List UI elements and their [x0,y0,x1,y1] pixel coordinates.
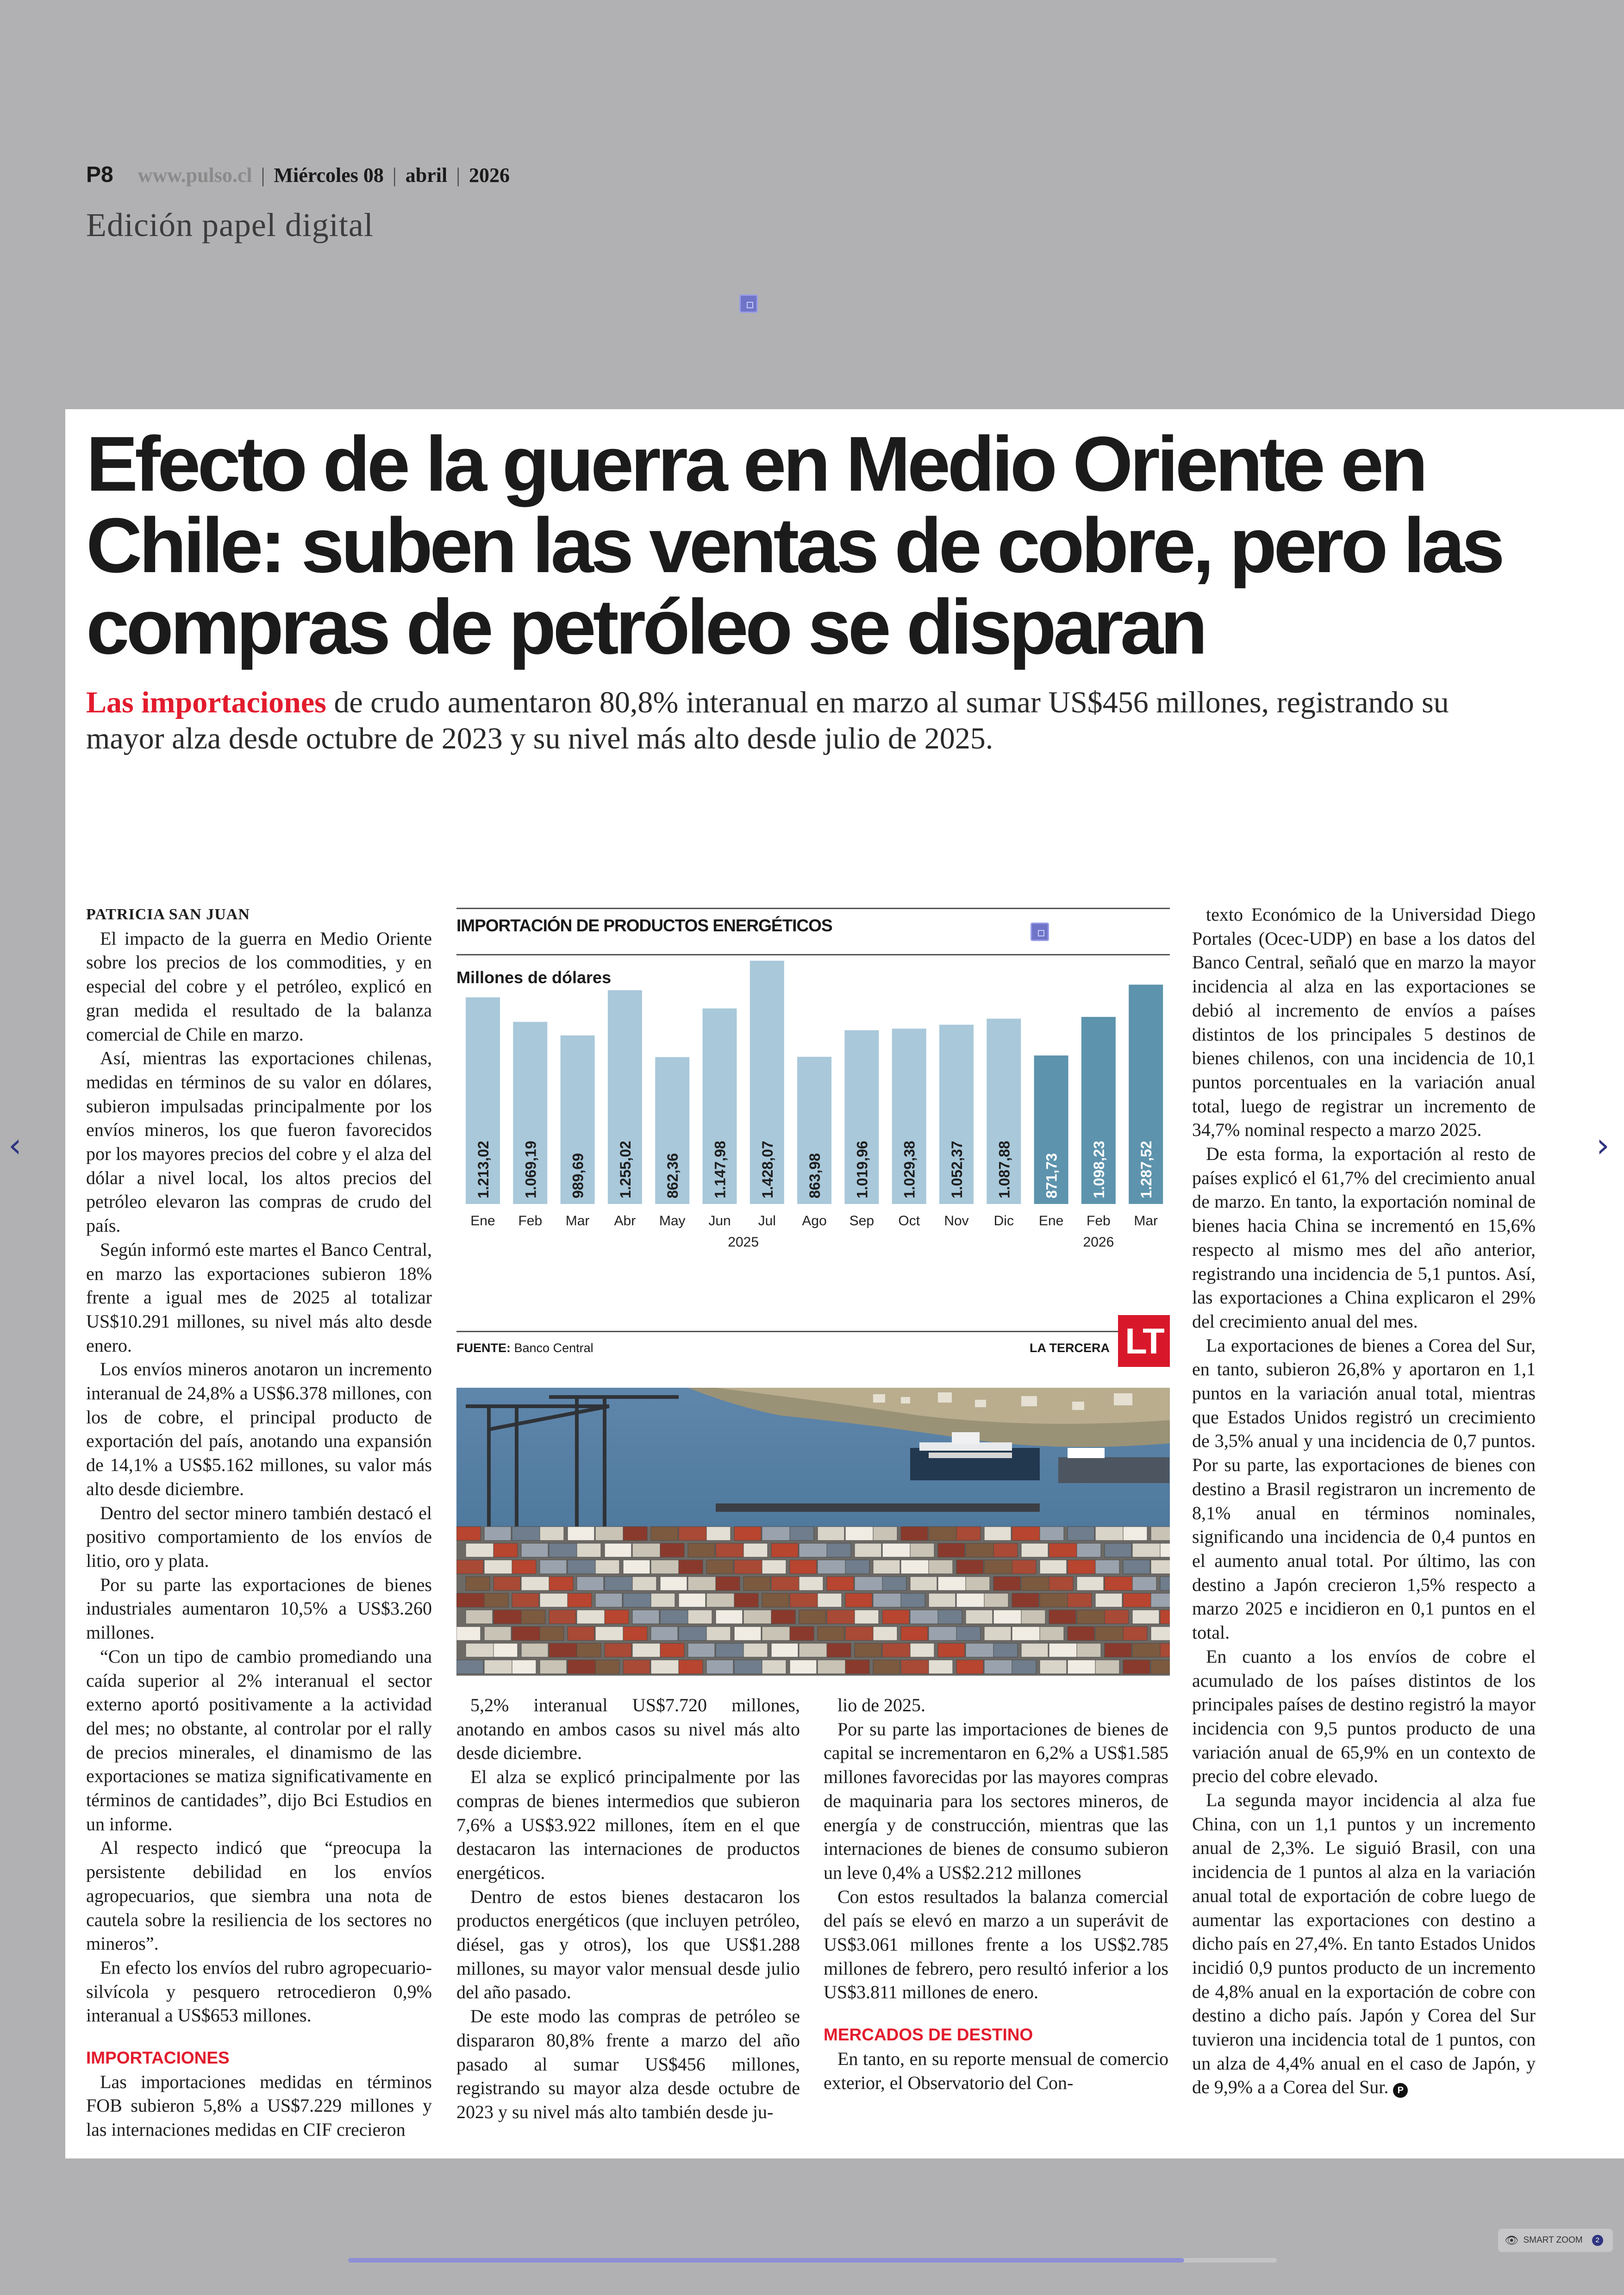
article-paragraph: Por su parte las importaciones de bienes de capital se incrementaron en 6,2% a US$1.585 millones favorecidas por las mayores compras de maquinaria para los sectores mineros, de energía y de construcción, mientras que las internaciones de bienes de consumo subieron un leve 0,4% a US$2.212 millones [824,1718,1168,1883]
newspaper-page [65,409,1624,2158]
x-tick-label: May [659,1213,686,1229]
bar-value-label: 1.287,52 [1138,1141,1155,1198]
bar-value-label: 1.087,88 [996,1141,1013,1198]
bar-value-label: 1.069,19 [522,1141,539,1198]
x-tick-label: Dic [993,1213,1014,1229]
source-name: Banco Central [514,1341,593,1355]
site-url[interactable]: www.pulso.cl [137,164,252,187]
date-day: Miércoles 08 [274,164,384,187]
bar-value-label: 871,73 [1043,1153,1060,1198]
article-paragraph: La exportaciones de bienes a Corea del Sur, en tanto, subieron 26,8% y aportaron en 1,1 puntos en la variación anual total, mientras que Estados Unidos registró un crecimiento de 3,5% anual y una incidencia de 0,7 puntos. Por su parte, las exportaciones de bienes con destino a Brasil registraron un incremento de 8,1% anual en términos nominales, significando una incidencia de 0,4 puntos en el aumento anual total. Por último, las con destino a Japón crecieron 1,5% respecto a marzo 2025 e incidieron en 0,1 puntos en el total. [1192,1335,1536,1643]
prev-page-button[interactable] [8,1126,22,1165]
page-number: P8 [86,162,113,187]
year-group-label: 2025 [728,1235,759,1250]
article-paragraph: Dentro del sector minero también destacó el positivo comportamiento de los envíos de litio, oro y plata. [86,1502,432,1571]
article-paragraph: En tanto, en su reporte mensual de comercio exterior, el Observatorio del Con- [824,2048,1168,2093]
smart-zoom-label: SMART ZOOM [1523,2235,1583,2245]
x-tick-label: Mar [1134,1213,1158,1229]
article-paragraph: Con estos resultados la balanza comercial del país se elevó en marzo a un superávit de US$3.061 millones frente a los US$2.785 millones de febrero, pero resultó inferior a los US$3.811 millones de enero. [824,1886,1168,2003]
article-paragraph: texto Económico de la Universidad Diego Portales (Ocec-UDP) en base a los datos del Banco Central, señaló que en marzo la mayor incidencia al alza en las exportaciones se debió al incremento de envíos a países distintos de los principales 5 destinos de bienes chilenos, con una incidencia de 10,1 puntos porcentuales en la variación anual total, luego de registrar un incremento de 34,7% nominal respecto a marzo 2025. [1192,904,1536,1141]
divider: | [456,164,460,187]
deck-highlight: Las importaciones [86,686,326,719]
article-paragraph: El alza se explicó principalmente por las compras de bienes intermedios que subieron 7,6% a US$3.922 millones, ítem en el que destacaron las internaciones de productos energéticos. [456,1766,800,1883]
x-tick-label: Feb [1087,1213,1111,1229]
scrollbar-thumb[interactable] [348,2258,1184,2263]
rule [456,1331,1170,1332]
article-hotspot-icon[interactable] [739,294,758,313]
article-paragraph: 5,2% interanual US$7.720 millones, anotando en ambos casos su nivel más alto desde diciembre. [456,1695,800,1764]
deck-text: de crudo aumentaron 80,8% interanual en marzo al sumar US$456 millones, registrando su mayor alza desde octubre de 2023 y su nivel más alto desde julio de 2025. [86,686,1449,755]
next-page-button[interactable] [1596,1126,1610,1165]
subhead-mercados: MERCADOS DE DESTINO [824,2025,1033,2045]
brand-name: LA TERCERA [1030,1341,1110,1355]
article-paragraph: Las importaciones medidas en términos FOB subieron 5,8% a US$7.229 millones y las internaciones medidas en CIF crecieron [86,2071,432,2140]
x-tick-label: Sep [849,1213,874,1229]
bar-value-label: 1.019,96 [854,1141,871,1198]
bar-value-label: 862,36 [664,1153,681,1198]
x-tick-label: Mar [565,1213,590,1229]
date-month: abril [405,164,448,187]
article-paragraph: Así, mientras las exportaciones chilenas, medidas en términos de su valor en dólares, subieron impulsadas principalmente por los envíos mineros, los que fueron favorecidos por los mayores precios del cobre y el alza del dólar a nivel local, los altos precios del petróleo elevaron las compras de crudo del país. [86,1048,432,1236]
article-paragraph: Los envíos mineros anotaron un incremento interanual de 24,8% a US$6.378 millones, con los de cobre, el principal producto de exportación del país, anotando una expansión de 14,1% a US$5.162 millones, su valor más alto desde diciembre. [86,1359,432,1499]
chart-plot [456,908,1170,1324]
chevron-left-icon: ‹ [8,1126,22,1165]
bar-value-label: 1.255,02 [617,1141,634,1198]
article-headline: Efecto de la guerra en Medio Oriente en Chile: suben las ventas de cobre, pero las compras de petróleo se disparan [86,420,1502,670]
chevron-right-icon: › [1596,1126,1610,1165]
article-paragraph: La segunda mayor incidencia al alza fue China, con un 1,1 puntos y un incremento anual de 2,3%. Le siguió Brasil, con una incidencia de 1 puntos al alza en la variación anual total de exportación de cobre luego de aumentar las exportaciones con destino a dicho país en 27,4%. En tanto Estados Unidos incidió 0,9 puntos producto de un incremento de 4,8% anual en la exportación de cobre con destino a dicho país. Japón y Corea del Sur tuvieron una incidencia total de 1 puntos, con un alza de 4,4% anual en el caso de Japón, y de 9,9% a a Corea del Sur. P [1192,1790,1536,2098]
page-header [86,162,510,187]
bar-value-label: 1.428,07 [759,1141,776,1198]
article-paragraph: Dentro de estos bienes destacaron los productos energéticos (que incluyen petróleo, diésel, gas y otros), los que US$1.288 millones, su mayor valor mensual desde julio del año pasado. [456,1886,800,2003]
bar-value-label: 1.098,23 [1090,1141,1107,1198]
bar-value-label: 989,69 [569,1153,587,1198]
la-tercera-logo: LT [1118,1315,1170,1367]
article-column-4 [1192,903,1536,2099]
x-tick-label: Oct [898,1213,920,1229]
bar-value-label: 863,98 [806,1153,824,1198]
x-tick-label: Nov [944,1213,969,1229]
divider: | [261,164,265,187]
article-paragraph: De esta forma, la exportación al resto de países explicó el 61,7% del crecimiento anual de marzo. En tanto, la exportación nominal de bienes hacia China se incrementó en 15,6% respecto al mismo mes del año anterior, registrando una incidencia de 5,1 puntos. Así, las exportaciones a China explicaron el 29% del crecimiento anual del mes. [1192,1143,1536,1332]
eye-icon: 👁 [1505,2234,1519,2247]
bar-value-label: 1.029,38 [901,1141,918,1198]
byline: PATRICIA SAN JUAN [86,906,250,923]
article-column-3 [824,1693,1168,2095]
x-tick-label: Abr [614,1213,636,1229]
year-group-label: 2026 [1083,1235,1114,1250]
chart-source [456,1341,593,1355]
article-paragraph: De este modo las compras de petróleo se dispararon 80,8% frente a marzo del año pasado al sumar US$456 millones, registrando su mayor alza desde octubre de 2023 y su nivel más alto también desde ju- [456,2006,800,2122]
article-deck [86,685,1475,757]
article-column-1 [86,903,432,2142]
smart-zoom-button[interactable] [1498,2229,1613,2252]
port-containers-photo [456,1388,1170,1676]
article-paragraph: “Con un tipo de cambio promediando una caída superior al 2% interanual el sector externo aportó positivamente a la actividad del mes; no obstante, al controlar por el rally de precios minerales, el dinamismo de las exportaciones se matiza significativamente en términos de cantidades”, dijo Bci Estudios en un informe. [86,1646,432,1834]
end-of-article-icon: P [1393,2083,1408,2098]
date-year: 2026 [469,164,510,187]
bar-value-label: 1.147,98 [712,1141,729,1198]
article-paragraph: Por su parte las exportaciones de bienes industriales aumentaron 10,5% a US$3.260 millones. [86,1574,432,1643]
article-paragraph: lio de 2025. [837,1695,925,1715]
bar-value-label: 1.052,37 [949,1141,965,1198]
divider: | [392,164,397,187]
subhead-importaciones: IMPORTACIONES [86,2048,230,2068]
x-tick-label: Ene [1038,1213,1064,1229]
edition-label: Edición papel digital [86,206,374,243]
article-paragraph: En cuanto a los envíos de cobre el acumulado de los países distintos de los principales países de destino registró la mayor incidencia con 9,5 puntos producto de una variación anual de 65,9% en un contexto de precio del cobre elevado. [1192,1646,1536,1787]
article-paragraph: El impacto de la guerra en Medio Oriente sobre los precios de los commodities, y en especial del cobre y el petróleo, explicó en gran medida el resultado de la balanza comercial de Chile en marzo. [86,928,432,1045]
x-tick-label: Jul [758,1213,776,1229]
x-tick-label: Ene [470,1213,495,1229]
chart-title: IMPORTACIÓN DE PRODUCTOS ENERGÉTICOS [456,916,832,935]
page-scrollbar[interactable] [348,2258,1277,2263]
energy-imports-chart [456,908,1170,1372]
bar-value-label: 1.213,02 [475,1141,492,1198]
smart-zoom-count-badge: 2 [1592,2235,1603,2246]
article-paragraph: Al respecto indicó que “preocupa la persistente debilidad en los envíos agropecuarios, que siembra una nota de cautela sobre la resiliencia de los sectores no mineros”. [86,1837,432,1954]
port-photo-illustration [456,1388,1170,1676]
chart-unit-label: Millones de dólares [456,968,612,987]
source-label: FUENTE: [456,1341,511,1355]
article-column-2 [456,1693,800,2124]
article-paragraph: En efecto los envíos del rubro agropecuario-silvícola y pesquero retrocedieron 0,9% interanual a US$653 millones. [86,1957,432,2026]
x-tick-label: Feb [518,1213,543,1229]
x-tick-label: Jun [708,1213,731,1229]
x-tick-label: Ago [802,1213,827,1229]
article-paragraph: Según informó este martes el Banco Central, en marzo las exportaciones subieron 18% frente a igual mes de 2025 al totalizar US$10.291 millones, su nivel más alto desde enero. [86,1239,432,1356]
